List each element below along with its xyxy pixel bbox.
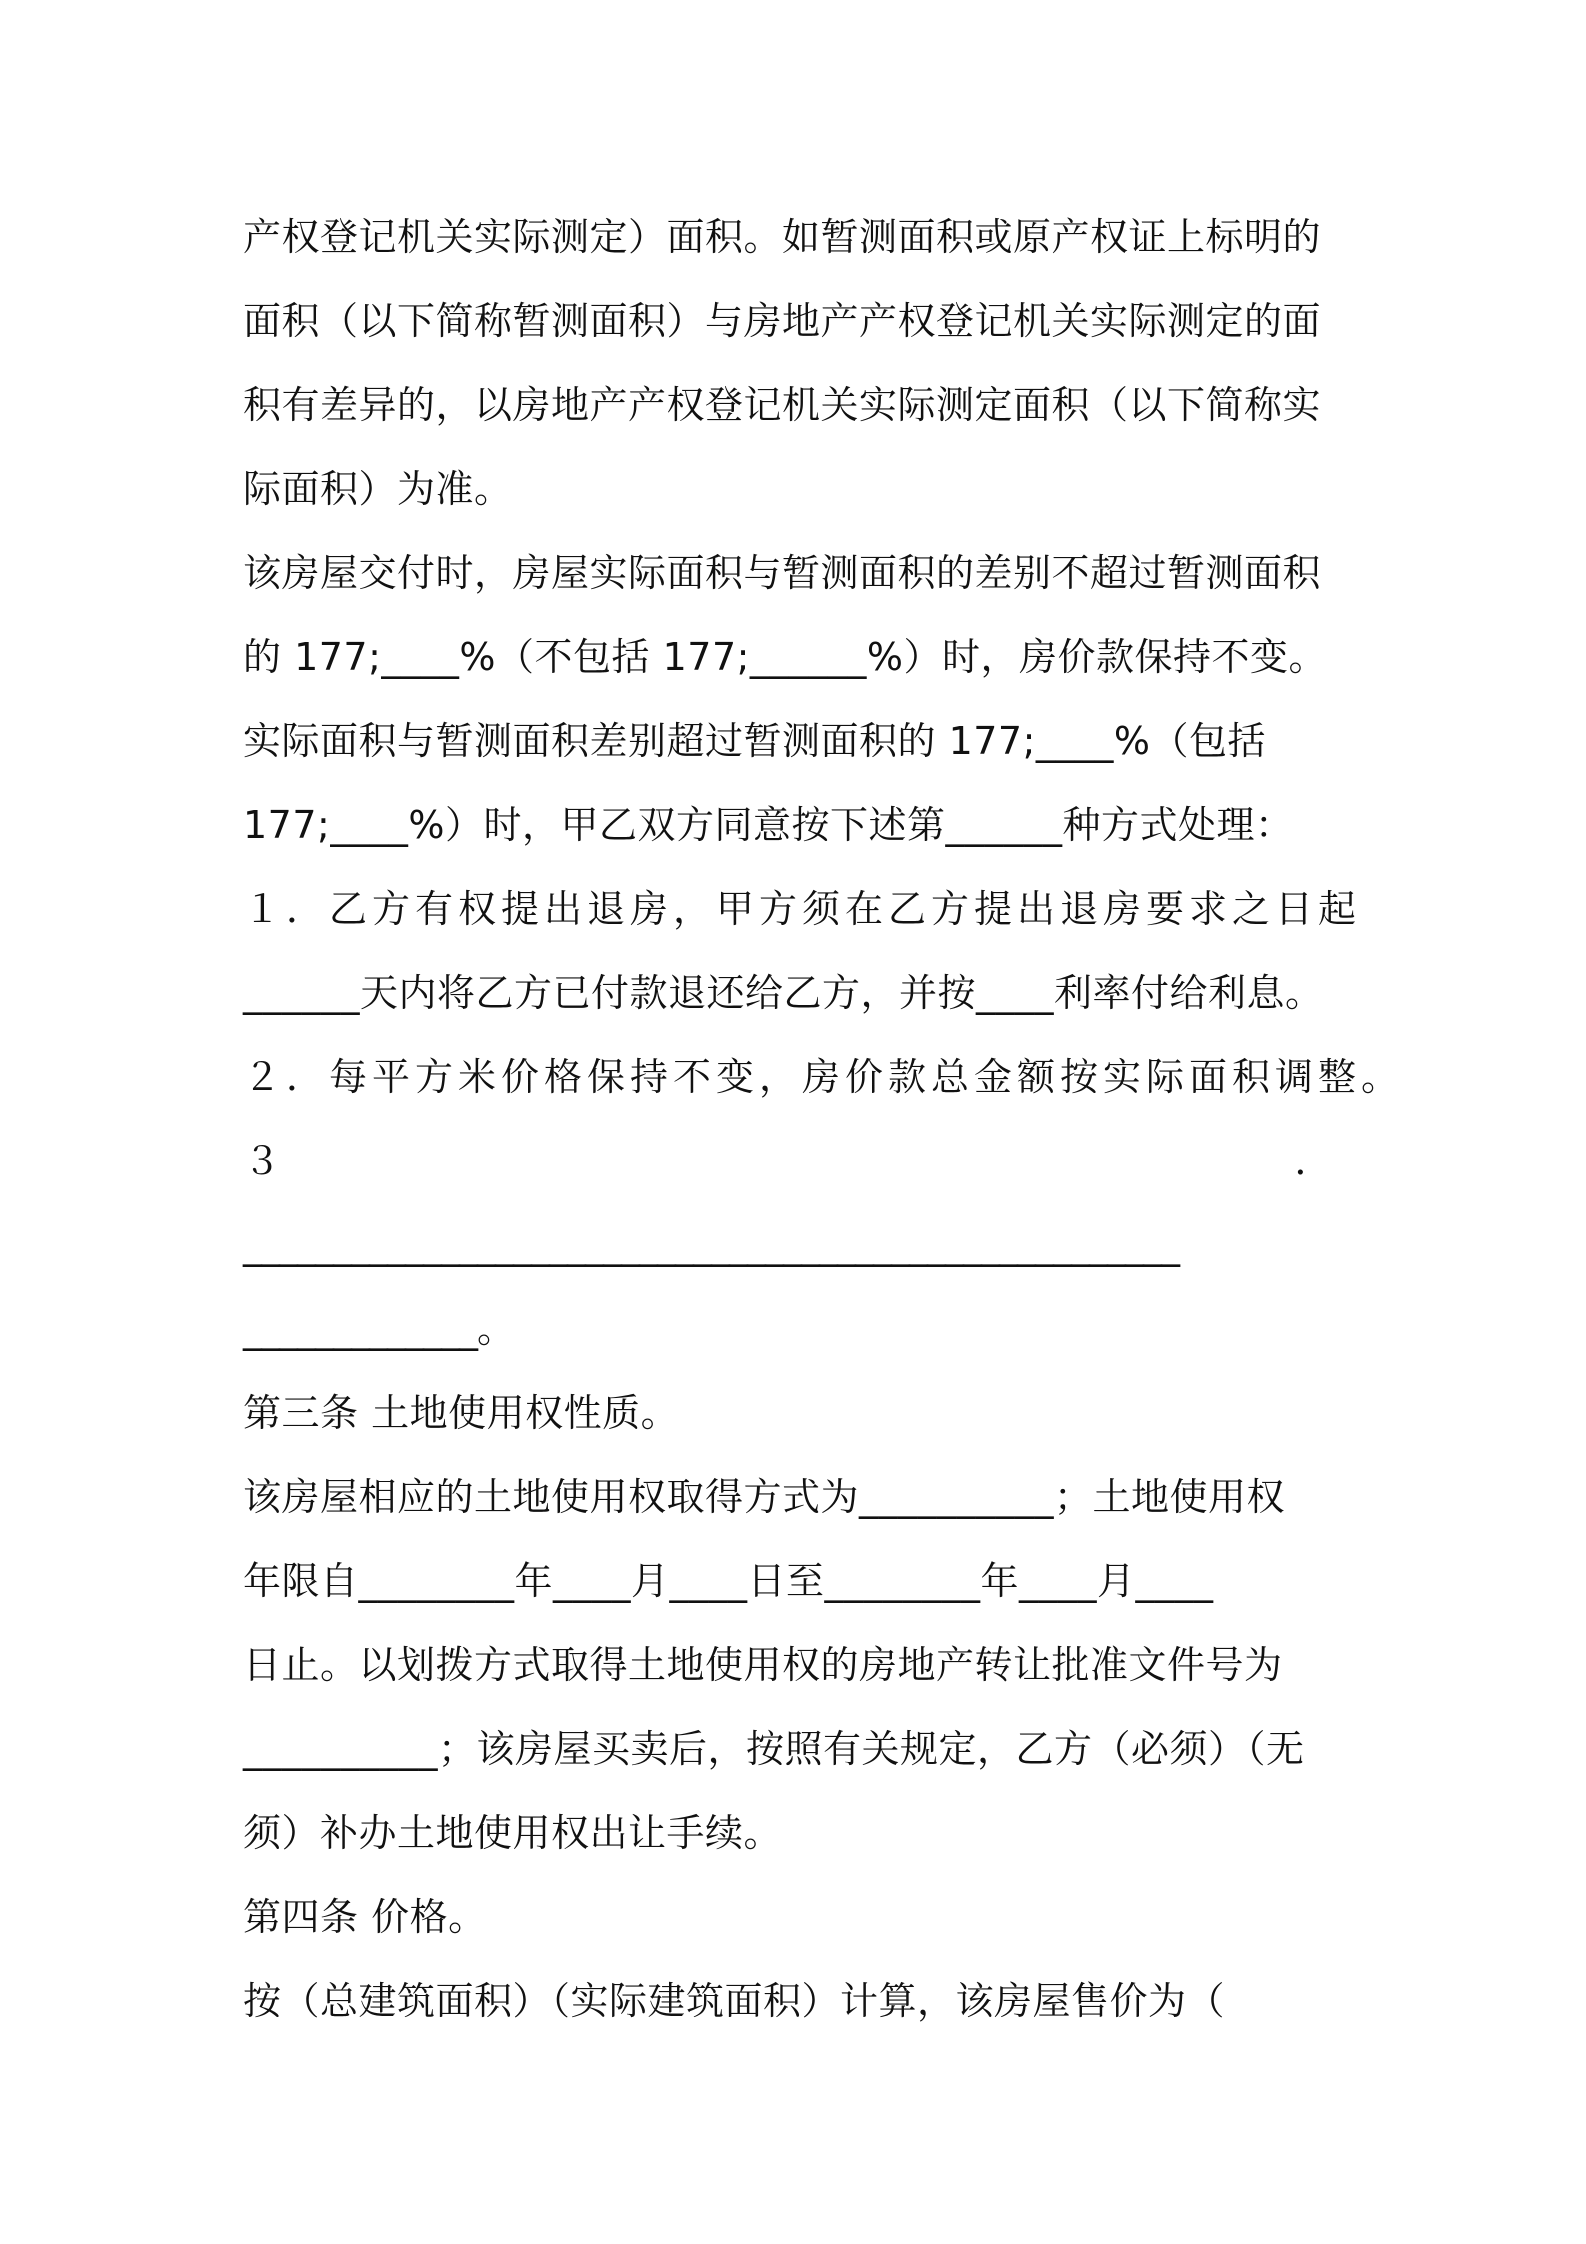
list-item-2: ２．每平方米价格保持不变，房价款总金额按实际面积调整。 [243, 1055, 1405, 1099]
list-item-1: １．乙方有权提出退房，甲方须在乙方提出退房要求之日起 [243, 887, 1362, 931]
fill-in-blank-line-end: _____________。 [243, 1307, 515, 1351]
text-line: 面积（以下简称暂测面积）与房地产产权登记机关实际测定的面 [243, 299, 1322, 343]
text-line: 该房屋相应的土地使用权取得方式为__________；土地使用权 [243, 1475, 1286, 1519]
text-line: 际面积）为准。 [243, 467, 513, 511]
fill-in-blank-line: ____________________________________________________ [243, 1223, 1179, 1267]
text-line: 按（总建筑面积）（实际建筑面积）计算，该房屋售价为（ [243, 1979, 1226, 2023]
text-line: 的 177;____%（不包括 177;______%）时，房价款保持不变。 [243, 635, 1328, 679]
text-line: __________；该房屋买卖后，按照有关规定，乙方（必须）（无 [243, 1727, 1305, 1771]
text-line: 产权登记机关实际测定）面积。如暂测面积或原产权证上标明的 [243, 215, 1322, 259]
article-3-heading: 第三条 土地使用权性质。 [243, 1391, 680, 1435]
text-line: 177;____%）时，甲乙双方同意按下述第______种方式处理： [243, 803, 1294, 847]
list-item-1-continued: ______天内将乙方已付款退还给乙方，并按____利率付给利息。 [243, 971, 1324, 1015]
list-item-3 [243, 1119, 1333, 1203]
article-4-heading: 第四条 价格。 [243, 1895, 487, 1939]
text-line: 日止。以划拨方式取得土地使用权的房地产转让批准文件号为 [243, 1643, 1283, 1687]
text-line: 该房屋交付时，房屋实际面积与暂测面积的差别不超过暂测面积 [243, 551, 1322, 595]
text-line: 须）补办土地使用权出让手续。 [243, 1811, 783, 1855]
text-line: 年限自________年____月____日至________年____月____ [243, 1559, 1214, 1603]
document-body [243, 195, 1405, 2043]
text-line: 实际面积与暂测面积差别超过暂测面积的 177;____%（包括 [243, 719, 1267, 763]
list-item-3-dot: ． [1294, 1139, 1333, 1183]
list-item-3-number: ３ [243, 1139, 282, 1183]
text-line: 积有差异的，以房地产产权登记机关实际测定面积（以下简称实 [243, 383, 1322, 427]
